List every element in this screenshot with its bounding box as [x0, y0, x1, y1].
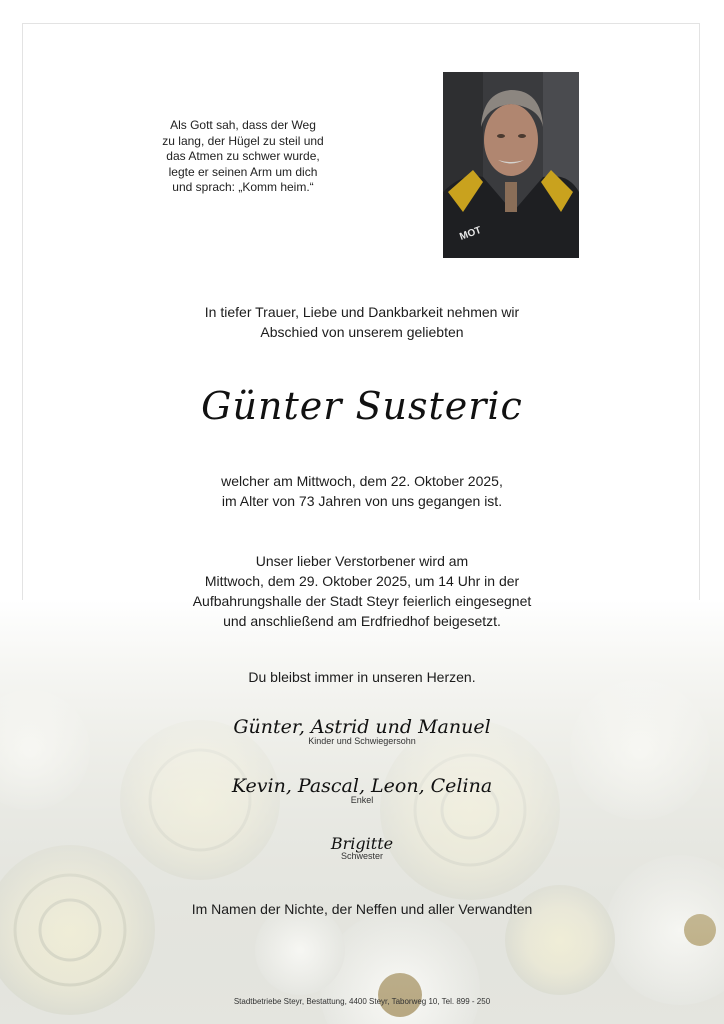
funeral-notice-line: Mittwoch, dem 29. Oktober 2025, um 14 Uhr in der — [204, 573, 520, 589]
death-notice — [0, 471, 724, 511]
signature-line: Im Namen der Nichte, der Neffen und aller Verwandten — [191, 901, 533, 917]
funeral-notice-line: Aufbahrungshalle der Stadt Steyr feierlich eingesegnet — [192, 593, 532, 609]
death-notice-line: welcher am Mittwoch, dem 22. Oktober 2025, — [221, 473, 503, 489]
intro-line: Abschied von unserem geliebten — [260, 324, 464, 340]
mourner-group — [0, 775, 724, 805]
death-notice-line: im Alter von 73 Jahren von uns gegangen ist. — [221, 493, 503, 509]
mourner-relation: Kinder und Schwiegersohn — [308, 736, 416, 746]
funeral-notice — [0, 551, 724, 631]
poem-line: Als Gott sah, dass der Weg — [170, 118, 316, 132]
memorial-poem — [148, 118, 338, 196]
mourner-names: Brigitte — [330, 834, 394, 853]
mourner-group — [0, 716, 724, 746]
mourner-relation: Schwester — [340, 851, 384, 861]
funeral-home-footer: Stadtbetriebe Steyr, Bestattung, 4400 Steyr, Taborweg 10, Tel. 899 - 250 — [233, 997, 491, 1006]
funeral-notice-line: und anschließend am Erdfriedhof beigesetzt. — [223, 613, 501, 629]
funeral-notice-line: Unser lieber Verstorbener wird am — [255, 553, 469, 569]
mourner-names: Kevin, Pascal, Leon, Celina — [231, 775, 493, 797]
poem-line: und sprach: „Komm heim.“ — [172, 180, 314, 195]
intro-line: In tiefer Trauer, Liebe und Dankbarkeit nehmen wir — [204, 304, 520, 320]
mourner-group — [0, 834, 724, 861]
flower-background-image — [0, 600, 724, 1024]
svg-text:MOT: MOT — [458, 224, 483, 243]
mourner-relation: Enkel — [350, 795, 374, 805]
deceased-name: Günter Susteric — [201, 384, 523, 428]
closing-line: Du bleibst immer in unseren Herzen. — [248, 669, 476, 685]
poem-line: das Atmen zu schwer wurde, — [166, 149, 320, 164]
portrait-photo — [443, 72, 579, 258]
intro-text — [0, 302, 724, 342]
mourner-names: Günter, Astrid und Manuel — [233, 716, 491, 738]
poem-line: legte er seinen Arm um dich — [168, 164, 318, 179]
poem-line: zu lang, der Hügel zu steil und — [162, 133, 324, 148]
